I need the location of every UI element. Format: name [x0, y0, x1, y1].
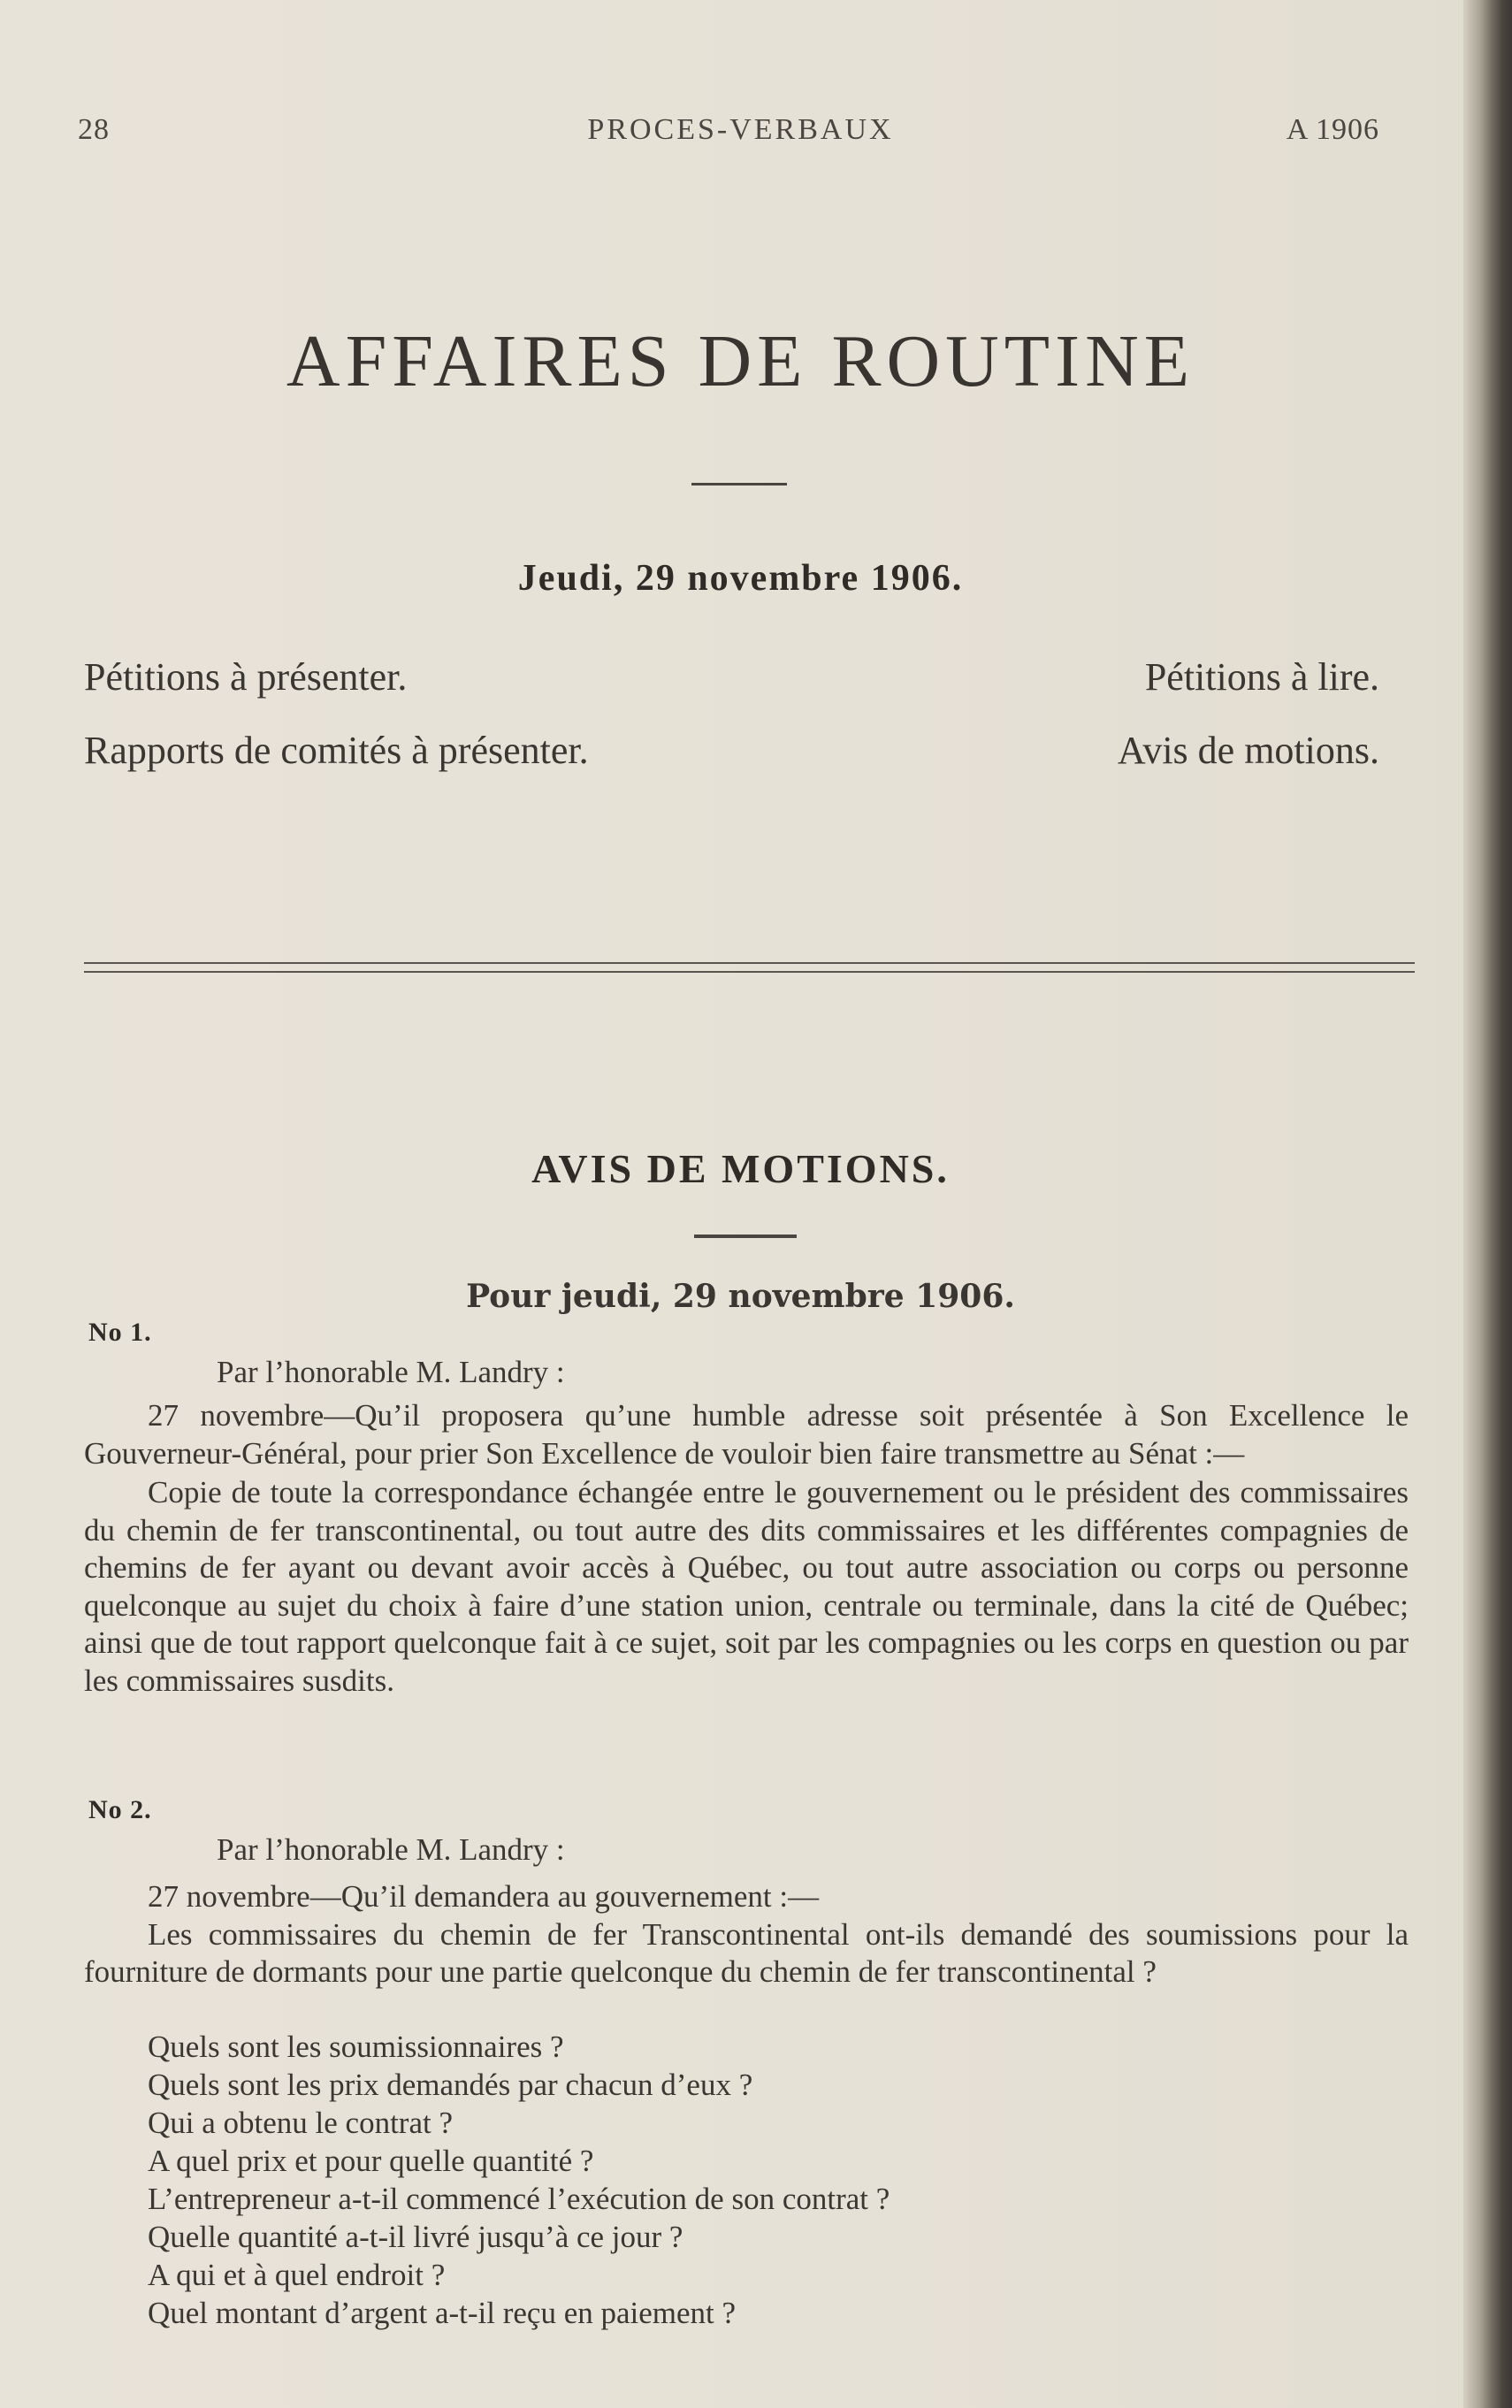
motion-question: L’entrepreneur a-t-il commencé l’exécution de son contrat ?: [148, 2182, 890, 2216]
section-title: AVIS DE MOTIONS.: [531, 1146, 950, 1191]
order-item-petitions-read: Pétitions à lire.: [1144, 655, 1379, 699]
motion-question: Qui a obtenu le contrat ?: [148, 2106, 454, 2140]
motion-byline: Par l’honorable M. Landry :: [217, 1355, 565, 1389]
motion-number: No 1.: [88, 1318, 152, 1347]
motion-byline: Par l’honorable M. Landry :: [217, 1832, 565, 1867]
motion-number: No 2.: [88, 1795, 152, 1824]
motion-question: Quels sont les soumissionnaires ?: [148, 2030, 564, 2064]
order-item-notices-of-motion: Avis de motions.: [1117, 729, 1379, 772]
motion-question: A qui et à quel endroit ?: [148, 2258, 446, 2292]
page-number: 28: [78, 113, 110, 146]
motion-question: A quel prix et pour quelle quantité ?: [148, 2144, 594, 2178]
title-rule: [691, 483, 787, 485]
for-date: Pour jeudi, 29 novembre 1906.: [466, 1278, 1015, 1315]
section-divider-top: [84, 962, 1415, 964]
running-head-year: A 1906: [1286, 113, 1379, 146]
book-spine-edge: [1463, 0, 1512, 2408]
order-item-petitions-present: Pétitions à présenter.: [84, 655, 408, 699]
motion-paragraph: Copie de toute la correspondance échangée entre le gouvernement ou le président des commissaires du chemin de fer transcontinental, ou tout autre des dits commissaires et les différentes compagnies de chemins de fer ayant ou devant avoir accès à Québec, ou tout autre association ou corps ou personne quelconque au sujet du choix à faire d’une station union, centrale ou terminale, dans la cité de Québec; ainsi que de tout rapport quelconque fait à ce sujet, soit par les compagnies ou les corps en question ou par les commissaires susdits.: [84, 1475, 1409, 1698]
running-head-title: PROCES-VERBAUX: [587, 113, 894, 146]
main-title: AFFAIRES DE ROUTINE: [286, 320, 1195, 402]
motion-text: [84, 1878, 1409, 1991]
section-divider-bottom: [84, 971, 1415, 973]
motion-text: [84, 1397, 1409, 1700]
motion-question: Quels sont les prix demandés par chacun d’eux ?: [148, 2068, 753, 2102]
motion-paragraph: 27 novembre—Qu’il proposera qu’une humble adresse soit présentée à Son Excellence le Gouverneur-Général, pour prier Son Excellence de vouloir bien faire transmettre au Sénat :—: [84, 1398, 1409, 1471]
motion-paragraph: 27 novembre—Qu’il demandera au gouvernement :—: [148, 1879, 820, 1914]
section-rule: [694, 1235, 797, 1238]
motion-question: Quel montant d’argent a-t-il reçu en paiement ?: [148, 2296, 737, 2330]
motion-question: Quelle quantité a-t-il livré jusqu’à ce jour ?: [148, 2220, 683, 2254]
order-item-reports-present: Rapports de comités à présenter.: [84, 729, 589, 772]
motion-paragraph: Les commissaires du chemin de fer Transcontinental ont-ils demandé des soumissions pour la fourniture de dormants pour une partie quelconque du chemin de fer transcontinental ?: [84, 1916, 1409, 1989]
sitting-date: Jeudi, 29 novembre 1906.: [517, 558, 964, 599]
